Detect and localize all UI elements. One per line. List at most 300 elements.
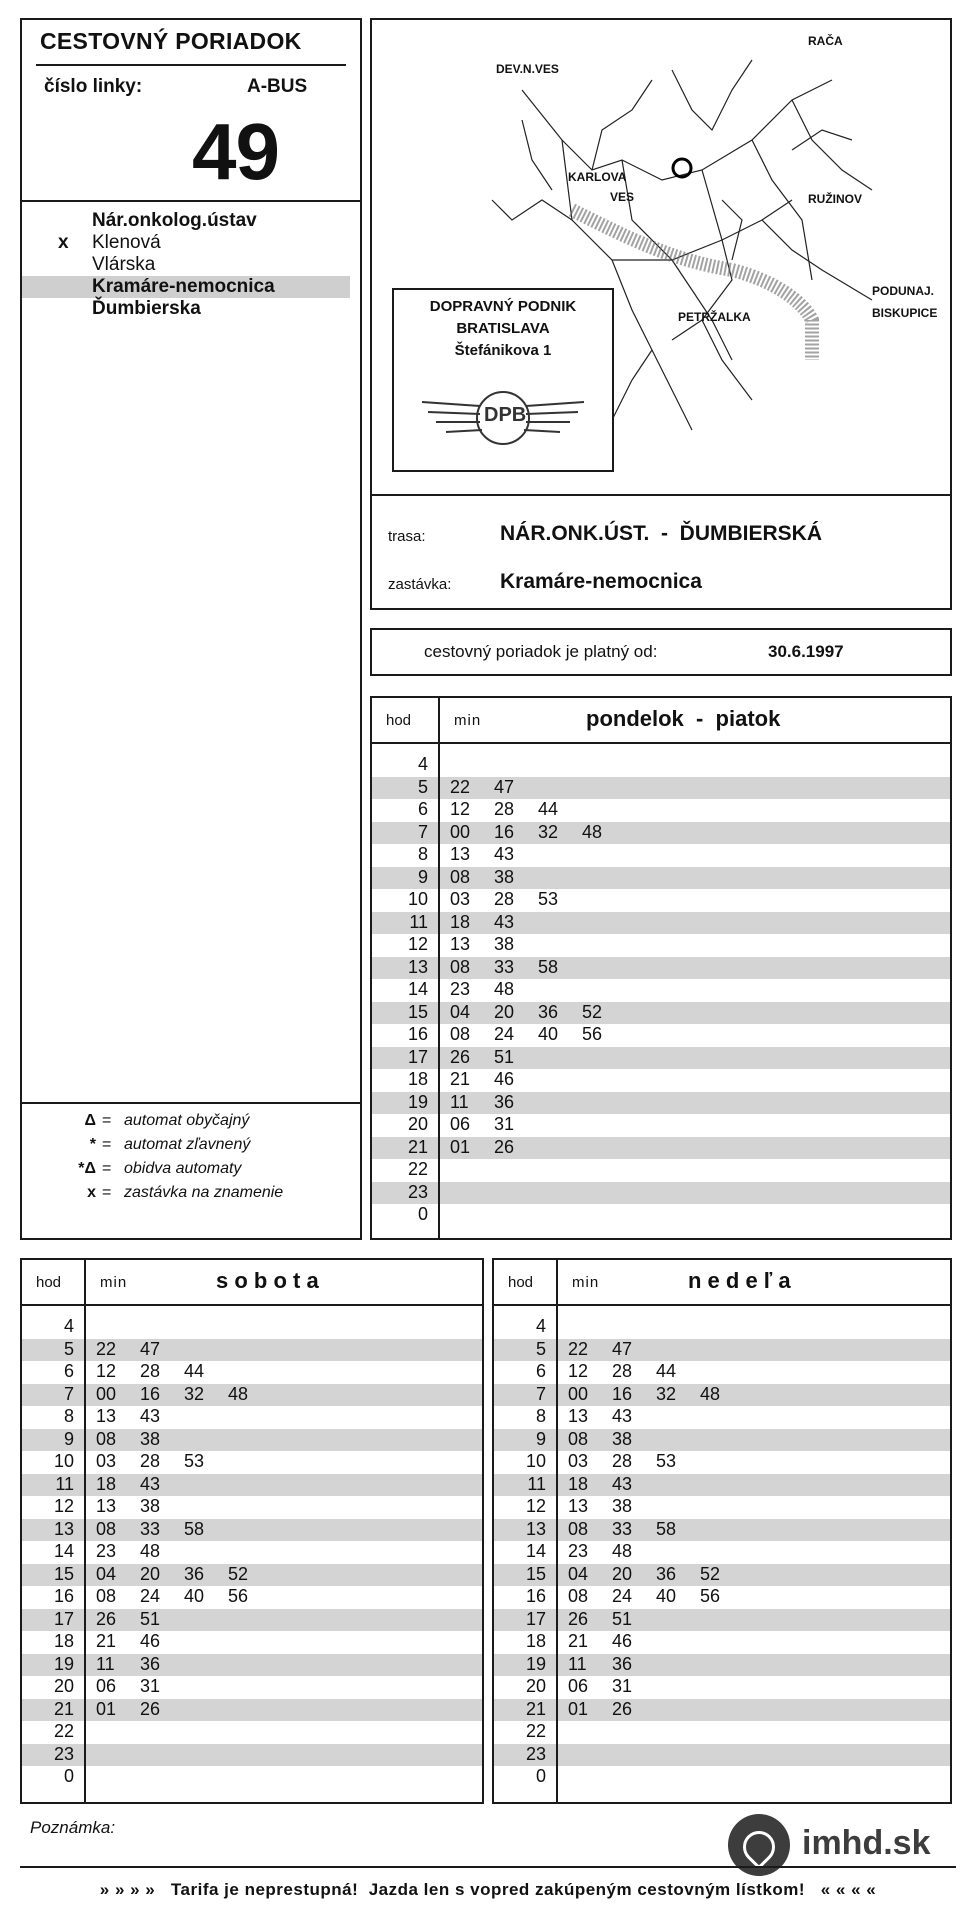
timetable-row	[22, 1384, 482, 1406]
hour-cell: 15	[525, 1563, 546, 1584]
hour-cell: 19	[407, 1091, 428, 1112]
hour-cell: 5	[535, 1338, 546, 1359]
hour-cell: 7	[535, 1383, 546, 1404]
timetable-row	[372, 912, 950, 934]
tariff-notice: » » » » Tarifa je neprestupná! Jazda len s vopred zakúpeným cestovným lístkom! « « « «	[99, 1880, 877, 1899]
timetable-row	[494, 1609, 950, 1631]
document-title: CESTOVNÝ PORIADOK	[40, 28, 302, 54]
departure-minute: 48	[612, 1541, 633, 1561]
legend-text: obidva automaty	[124, 1160, 242, 1177]
departure-minute: 24	[494, 1024, 515, 1044]
timetable-row	[494, 1744, 950, 1766]
company-address: Štefánikova 1	[454, 342, 552, 359]
minutes-cell	[96, 1519, 228, 1540]
timetable-row	[494, 1676, 950, 1698]
departure-minute: 36	[612, 1653, 633, 1674]
map-panel	[370, 18, 952, 496]
departure-minute: 20	[494, 1001, 515, 1022]
timetable-row	[22, 1541, 482, 1563]
hour-cell: 8	[535, 1406, 546, 1426]
timetable-row	[494, 1654, 950, 1676]
departure-minute: 46	[140, 1631, 161, 1651]
departure-minute: 47	[494, 776, 515, 797]
legend-symbol: *	[89, 1136, 96, 1153]
hour-cell: 21	[53, 1698, 74, 1719]
timetable-row	[22, 1564, 482, 1586]
minutes-cell	[568, 1339, 656, 1360]
hour-cell: 21	[407, 1136, 428, 1157]
hour-cell: 20	[407, 1114, 428, 1134]
timetable-row	[494, 1361, 950, 1383]
minutes-cell	[96, 1654, 184, 1675]
timetable-row	[494, 1519, 950, 1541]
timetable-row	[372, 1159, 950, 1181]
departure-minute: 06	[450, 1114, 471, 1134]
timetable-row	[22, 1429, 482, 1451]
departure-minute: 08	[96, 1428, 117, 1449]
minutes-cell	[450, 1047, 538, 1068]
timetable-row	[372, 867, 950, 889]
legend-symbol: *Δ	[78, 1160, 96, 1177]
departure-minute: 48	[582, 821, 603, 842]
map-label: RAČA	[808, 34, 843, 48]
departure-minute: 52	[700, 1563, 721, 1584]
timetable-row	[372, 822, 950, 844]
hour-cell: 11	[55, 1473, 74, 1494]
hour-cell: 5	[417, 776, 428, 797]
timetable-row	[22, 1609, 482, 1631]
stops-panel	[20, 200, 362, 1240]
departure-minute: 12	[450, 799, 471, 819]
departure-minute: 48	[494, 979, 515, 999]
map-label: KARLOVA	[568, 170, 627, 184]
minutes-cell	[568, 1474, 656, 1495]
timetable-row	[494, 1384, 950, 1406]
stop-item	[22, 298, 350, 320]
departure-minute: 26	[140, 1698, 161, 1719]
departure-minute: 43	[494, 844, 515, 864]
minute-column-header: min	[572, 1274, 600, 1291]
timetable-row	[372, 934, 950, 956]
minutes-cell	[450, 912, 538, 933]
logo-lettering: DPB	[484, 404, 527, 426]
departure-minute: 03	[450, 889, 471, 909]
minutes-cell	[450, 1002, 626, 1023]
hour-cell: 14	[53, 1541, 74, 1561]
map-label: RUŽINOV	[808, 192, 862, 206]
stop-name: Nár.onkolog.ústav	[92, 210, 257, 231]
stop-marker: x	[58, 232, 69, 253]
map-label: PETRŽALKA	[678, 310, 751, 324]
timetable-row	[494, 1699, 950, 1721]
legend-equals: =	[102, 1112, 112, 1129]
departure-minute: 20	[140, 1563, 161, 1584]
timetable-row	[372, 889, 950, 911]
minutes-cell	[450, 1024, 626, 1045]
validity-panel	[370, 628, 952, 676]
hour-cell: 12	[53, 1496, 74, 1516]
timetable-weekdays	[370, 696, 952, 1240]
hour-cell: 23	[525, 1743, 546, 1764]
departure-minute: 43	[612, 1473, 633, 1494]
departure-minute: 36	[184, 1563, 205, 1584]
timetable-row	[494, 1564, 950, 1586]
timetable-row	[372, 1069, 950, 1091]
departure-minute: 38	[140, 1496, 161, 1516]
hour-column-header: hod	[36, 1274, 62, 1291]
departure-minute: 08	[568, 1428, 589, 1449]
hour-cell: 18	[407, 1069, 428, 1089]
departure-minute: 46	[494, 1069, 515, 1089]
departure-minute: 56	[582, 1024, 603, 1044]
minutes-cell	[96, 1541, 184, 1562]
stop-name: Klenová	[92, 232, 161, 253]
departure-minute: 28	[612, 1361, 633, 1381]
validity-label: cestovný poriadok je platný od:	[424, 642, 658, 661]
hour-cell: 13	[407, 956, 428, 977]
minutes-cell	[568, 1676, 656, 1697]
legend-symbol: x	[87, 1184, 96, 1201]
minutes-cell	[568, 1429, 656, 1450]
departure-minute: 01	[568, 1698, 589, 1719]
hour-cell: 5	[63, 1338, 74, 1359]
departure-minute: 18	[450, 911, 471, 932]
timetable-header	[372, 698, 950, 744]
timetable-row	[494, 1541, 950, 1563]
departure-minute: 08	[450, 956, 471, 977]
departure-minute: 13	[96, 1496, 117, 1516]
minutes-cell	[96, 1361, 228, 1382]
departure-minute: 18	[96, 1473, 117, 1494]
departure-minute: 11	[96, 1653, 115, 1674]
minutes-cell	[568, 1609, 656, 1630]
departure-minute: 43	[612, 1406, 633, 1426]
hour-cell: 10	[525, 1451, 546, 1471]
timetable-row	[22, 1474, 482, 1496]
minutes-cell	[450, 844, 538, 865]
validity-date: 30.6.1997	[768, 642, 844, 661]
current-stop: Kramáre-nemocnica	[500, 570, 702, 593]
minutes-cell	[568, 1586, 744, 1607]
minutes-cell	[450, 822, 626, 843]
timetable-row	[372, 799, 950, 821]
departure-minute: 47	[140, 1338, 161, 1359]
minutes-cell	[568, 1699, 656, 1720]
minutes-cell	[96, 1496, 184, 1517]
hour-cell: 9	[417, 866, 428, 887]
departure-minute: 51	[612, 1608, 633, 1629]
departure-minute: 28	[494, 799, 515, 819]
departure-minute: 23	[568, 1541, 589, 1561]
departure-minute: 31	[612, 1676, 633, 1696]
timetable-row	[22, 1339, 482, 1361]
minutes-cell	[450, 889, 582, 910]
hour-cell: 6	[63, 1361, 74, 1381]
departure-minute: 48	[228, 1383, 249, 1404]
timetable-row	[494, 1586, 950, 1608]
timetable-row	[494, 1766, 950, 1788]
stop-name: Kramáre-nemocnica	[92, 276, 275, 297]
minutes-cell	[450, 1092, 538, 1113]
footer-divider	[20, 1866, 956, 1868]
hour-cell: 14	[525, 1541, 546, 1561]
legend-text: zastávka na znamenie	[124, 1184, 284, 1201]
timetable-row	[372, 1002, 950, 1024]
departure-minute: 52	[228, 1563, 249, 1584]
map-label: PODUNAJ.	[872, 284, 935, 298]
hour-cell: 16	[53, 1586, 74, 1606]
timetable-row	[494, 1721, 950, 1743]
departure-minute: 38	[140, 1428, 161, 1449]
minutes-cell	[96, 1384, 272, 1405]
route-name: NÁR.ONK.ÚST. - ĎUMBIERSKÁ	[500, 522, 823, 545]
departure-minute: 28	[612, 1451, 633, 1471]
hour-cell: 15	[53, 1563, 74, 1584]
departure-minute: 00	[96, 1383, 117, 1404]
hour-cell: 9	[63, 1428, 74, 1449]
minutes-cell	[568, 1451, 700, 1472]
departure-minute: 21	[96, 1631, 117, 1651]
column-divider	[84, 1260, 86, 1802]
departure-minute: 00	[568, 1383, 589, 1404]
timetable-row	[22, 1631, 482, 1653]
departure-minute: 58	[656, 1518, 677, 1539]
legend-item	[22, 1160, 352, 1182]
departure-minute: 31	[140, 1676, 161, 1696]
departure-minute: 22	[568, 1338, 589, 1359]
departure-minute: 08	[96, 1586, 117, 1606]
departure-minute: 46	[612, 1631, 633, 1651]
hour-cell: 20	[53, 1676, 74, 1696]
minutes-cell	[568, 1541, 656, 1562]
column-divider	[438, 698, 440, 1238]
departure-minute: 21	[450, 1069, 471, 1089]
minutes-cell	[450, 777, 538, 798]
timetable-header	[22, 1260, 482, 1306]
brand-logo	[728, 1812, 948, 1878]
minutes-cell	[450, 1137, 538, 1158]
hour-cell: 18	[525, 1631, 546, 1651]
minutes-cell	[568, 1631, 656, 1652]
departure-minute: 16	[612, 1383, 633, 1404]
hour-cell: 12	[407, 934, 428, 954]
minutes-cell	[568, 1496, 656, 1517]
departure-minute: 47	[612, 1338, 633, 1359]
minutes-cell	[96, 1429, 184, 1450]
departure-minute: 04	[96, 1563, 117, 1584]
departure-minute: 43	[494, 911, 515, 932]
departure-minute: 40	[656, 1586, 677, 1606]
minutes-cell	[96, 1564, 272, 1585]
departure-minute: 04	[450, 1001, 471, 1022]
timetable-row	[494, 1451, 950, 1473]
departure-minute: 23	[96, 1541, 117, 1561]
departure-minute: 21	[568, 1631, 589, 1651]
departure-minute: 12	[96, 1361, 117, 1381]
hour-cell: 0	[535, 1766, 546, 1786]
departure-minute: 40	[538, 1024, 559, 1044]
departure-minute: 06	[96, 1676, 117, 1696]
departure-minute: 58	[538, 956, 559, 977]
legend-item	[22, 1184, 352, 1206]
legend-text: automat obyčajný	[124, 1112, 250, 1129]
hour-cell: 7	[417, 821, 428, 842]
hour-cell: 4	[535, 1316, 546, 1336]
stop-name: Vlárska	[92, 254, 156, 275]
day-type-title: s o b o t a	[216, 1268, 319, 1293]
departure-minute: 40	[184, 1586, 205, 1606]
route-panel	[370, 494, 952, 610]
hour-cell: 12	[525, 1496, 546, 1516]
hour-cell: 18	[53, 1631, 74, 1651]
departure-minute: 08	[450, 866, 471, 887]
departure-minute: 32	[184, 1383, 205, 1404]
day-type-title: n e d e ľ a	[688, 1268, 791, 1293]
departure-minute: 26	[494, 1136, 515, 1157]
timetable-row	[494, 1496, 950, 1518]
divider	[36, 64, 346, 66]
minutes-cell	[96, 1586, 272, 1607]
departure-minute: 16	[494, 821, 515, 842]
departure-minute: 13	[568, 1496, 589, 1516]
timetable-row	[22, 1654, 482, 1676]
minutes-cell	[96, 1339, 184, 1360]
hour-cell: 23	[53, 1743, 74, 1764]
departure-minute: 13	[96, 1406, 117, 1426]
timetable-row	[372, 1182, 950, 1204]
hour-cell: 17	[53, 1608, 74, 1629]
departure-minute: 13	[450, 844, 471, 864]
departure-minute: 23	[450, 979, 471, 999]
timetable-sunday	[492, 1258, 952, 1804]
departure-minute: 36	[538, 1001, 559, 1022]
hour-cell: 10	[53, 1451, 74, 1471]
day-type-title: pondelok - piatok	[586, 706, 781, 731]
departure-minute: 56	[228, 1586, 249, 1606]
departure-minute: 31	[494, 1114, 515, 1134]
minutes-cell	[568, 1406, 656, 1427]
departure-minute: 26	[450, 1046, 471, 1067]
hour-cell: 23	[407, 1181, 428, 1202]
legend-equals: =	[102, 1184, 112, 1201]
departure-minute: 38	[612, 1496, 633, 1516]
hour-cell: 4	[417, 754, 428, 774]
departure-minute: 53	[656, 1451, 677, 1471]
legend-equals: =	[102, 1136, 112, 1153]
map-label: DEV.N.VES	[496, 62, 559, 76]
timetable-row	[372, 1047, 950, 1069]
hour-column-header: hod	[386, 712, 412, 729]
line-type: A-BUS	[247, 76, 308, 97]
departure-minute: 32	[538, 821, 559, 842]
departure-minute: 22	[96, 1338, 117, 1359]
brand-name: imhd.sk	[802, 1824, 931, 1862]
departure-minute: 12	[568, 1361, 589, 1381]
stop-item	[22, 232, 350, 254]
minutes-cell	[450, 934, 538, 955]
route-label: trasa:	[388, 528, 426, 545]
departure-minute: 44	[656, 1361, 677, 1381]
legend-equals: =	[102, 1160, 112, 1177]
timetable-row	[22, 1699, 482, 1721]
minutes-cell	[96, 1451, 228, 1472]
minutes-cell	[96, 1406, 184, 1427]
timetable-row	[22, 1721, 482, 1743]
departure-minute: 03	[568, 1451, 589, 1471]
departure-minute: 38	[494, 866, 515, 887]
hour-cell: 4	[63, 1316, 74, 1336]
departure-minute: 33	[612, 1518, 633, 1539]
timetable-row	[22, 1451, 482, 1473]
departure-minute: 53	[184, 1451, 205, 1471]
minutes-cell	[568, 1564, 744, 1585]
departure-minute: 06	[568, 1676, 589, 1696]
timetable-row	[372, 957, 950, 979]
hour-cell: 6	[535, 1361, 546, 1381]
departure-minute: 51	[140, 1608, 161, 1629]
departure-minute: 38	[494, 934, 515, 954]
timetable-row	[372, 1204, 950, 1226]
timetable-row	[22, 1744, 482, 1766]
timetable-row	[22, 1676, 482, 1698]
timetable-row	[372, 1092, 950, 1114]
departure-minute: 48	[700, 1383, 721, 1404]
stop-item	[22, 276, 350, 298]
timetable-row	[372, 1137, 950, 1159]
hour-cell: 22	[407, 1159, 428, 1179]
departure-minute: 43	[140, 1473, 161, 1494]
timetable-row	[372, 1024, 950, 1046]
minutes-cell	[450, 1114, 538, 1135]
departure-minute: 58	[184, 1518, 205, 1539]
minutes-cell	[450, 1069, 538, 1090]
hour-cell: 11	[527, 1473, 546, 1494]
minutes-cell	[96, 1474, 184, 1495]
timetable-row	[22, 1519, 482, 1541]
legend-divider	[22, 1102, 360, 1104]
hour-cell: 13	[525, 1518, 546, 1539]
hour-cell: 7	[63, 1383, 74, 1404]
timetable-row	[494, 1316, 950, 1338]
timetable-row	[372, 1114, 950, 1136]
minutes-cell	[568, 1384, 744, 1405]
departure-minute: 13	[450, 934, 471, 954]
timetable-row	[494, 1631, 950, 1653]
timetable-row	[494, 1406, 950, 1428]
legend-item	[22, 1136, 352, 1158]
departure-minute: 38	[612, 1428, 633, 1449]
departure-minute: 08	[96, 1518, 117, 1539]
departure-minute: 44	[538, 799, 559, 819]
departure-minute: 26	[96, 1608, 117, 1629]
minutes-cell	[96, 1631, 184, 1652]
departure-minute: 51	[494, 1046, 515, 1067]
departure-minute: 08	[450, 1024, 471, 1044]
departure-minute: 28	[494, 889, 515, 909]
departure-minute: 48	[140, 1541, 161, 1561]
note-label: Poznámka:	[30, 1818, 116, 1837]
hour-cell: 20	[525, 1676, 546, 1696]
departure-minute: 26	[568, 1608, 589, 1629]
timetable-row	[494, 1474, 950, 1496]
line-label: číslo linky:	[44, 76, 143, 97]
departure-minute: 33	[494, 956, 515, 977]
hour-cell: 15	[407, 1001, 428, 1022]
departure-minute: 56	[700, 1586, 721, 1606]
timetable-header	[494, 1260, 950, 1306]
column-divider	[556, 1260, 558, 1802]
hour-cell: 17	[407, 1046, 428, 1067]
